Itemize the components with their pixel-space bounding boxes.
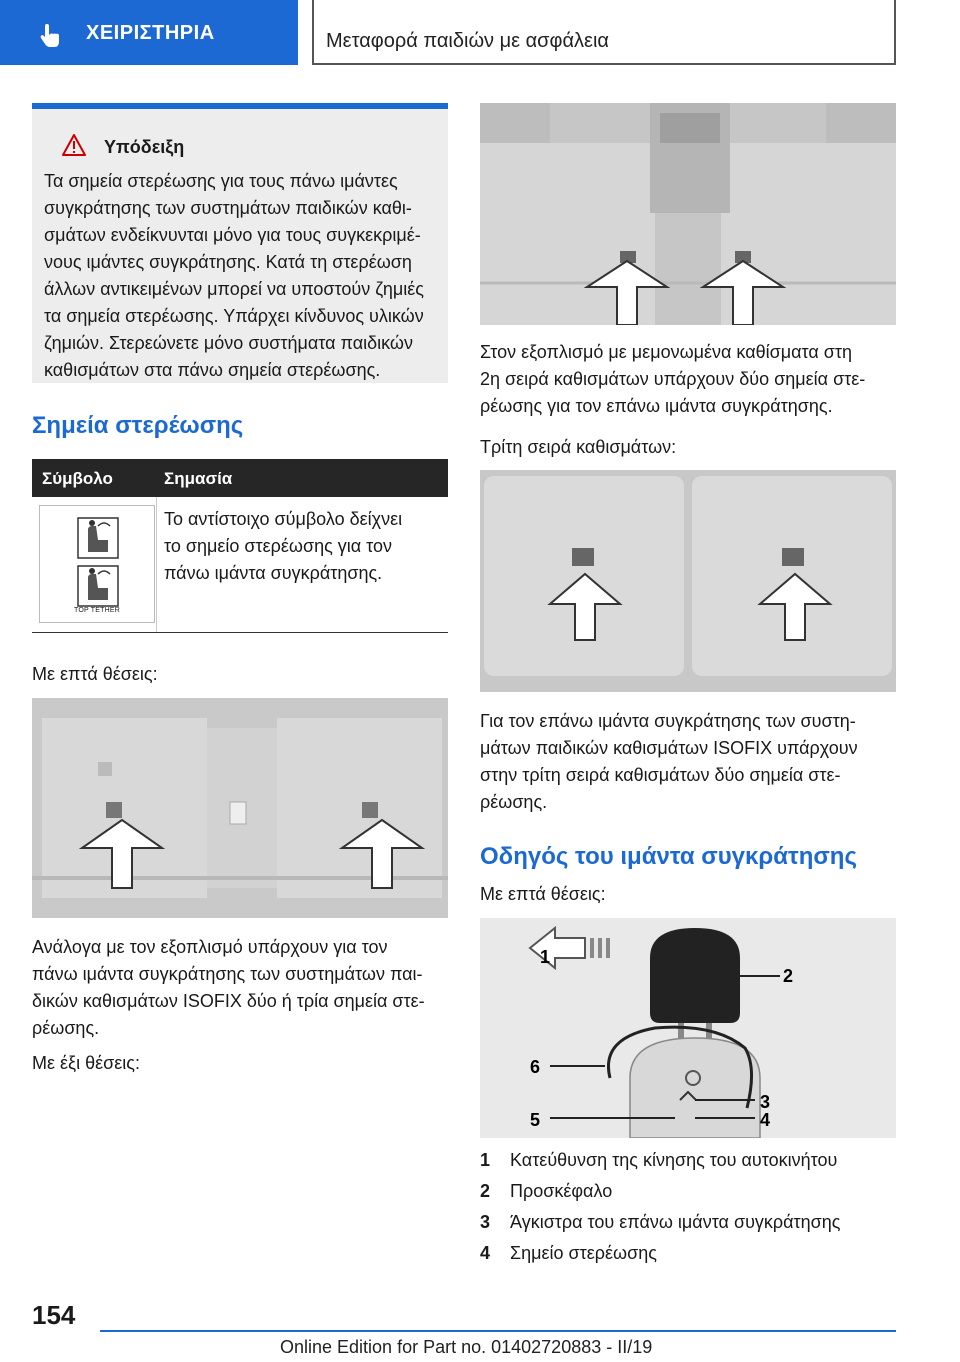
legend-item	[480, 1212, 896, 1243]
notice-line: τα σημεία στερέωσης. Υπάρχει κίνδυνος υλικών	[44, 306, 424, 326]
notice-box	[32, 103, 448, 383]
text-line: ρέωσης για τον επάνω ιμάντα συγκράτησης.	[480, 396, 833, 416]
legend-text: Κατεύθυνση της κίνησης του αυτοκινήτου	[510, 1150, 838, 1170]
legend-text: Άγκιστρα του επάνω ιμάντα συγκράτησης	[510, 1212, 841, 1232]
legend-number: 4	[480, 1243, 491, 1263]
notice-line: καθισμάτων στα πάνω σημεία στερέωσης.	[44, 360, 381, 380]
text-line: Το αντίστοιχο σύμβολο δείχνει	[164, 509, 403, 529]
col-header-symbol: Σύμβολο	[42, 469, 113, 488]
header-divider	[312, 0, 314, 65]
third-row-label: Τρίτη σειρά καθισμάτων:	[480, 437, 677, 457]
notice-line: ζημιών. Στερεώνετε μόνο συστήματα παιδικών	[44, 333, 413, 353]
footer-rule	[100, 1330, 896, 1332]
text-line: ρέωσης.	[32, 1018, 100, 1038]
notice-line: συγκράτησης των συστημάτων παιδικών καθι-	[44, 198, 412, 218]
header-underline	[312, 63, 896, 65]
text-line: Ανάλογα με τον εξοπλισμό υπάρχουν για τον	[32, 937, 388, 957]
section-heading-anchor-points: Σημεία στερέωσης	[32, 412, 244, 439]
warning-icon	[62, 134, 86, 156]
callout-1: 1	[540, 947, 551, 967]
edition-link[interactable]: Online Edition for Part no. 01402720883 - II/19	[280, 1337, 653, 1357]
section-tab[interactable]	[0, 0, 298, 65]
diagram-legend	[480, 1150, 896, 1274]
text-line: πάνω ιμάντα συγκράτησης.	[164, 563, 383, 583]
seven-seats-label: Με επτά θέσεις:	[32, 664, 158, 684]
legend-number: 1	[480, 1150, 491, 1170]
header-right-border	[894, 0, 896, 65]
legend-text: Προσκέφαλο	[510, 1181, 613, 1201]
notice-line: άλλων αντικειμένων μπορεί να υποστούν ζημιές	[44, 279, 424, 299]
top-tether-label: TOP TETHER	[74, 607, 120, 614]
section-label: ΧΕΙΡΙΣΤΗΡΙΑ	[86, 22, 215, 44]
callout-2: 2	[783, 966, 794, 986]
text-line: το σημείο στερέωσης για τον	[164, 536, 393, 556]
text-line: 2η σειρά καθισμάτων υπάρχουν δύο σημεία στε-	[480, 369, 866, 389]
top-tether-symbol	[39, 505, 155, 623]
text-line: στην τρίτη σειρά καθισμάτων δύο σημεία στε-	[480, 765, 841, 785]
notice-line: νους ιμάντες συγκράτησης. Κατά τη στερέωση	[44, 252, 412, 272]
notice-line: Τα σημεία στερέωσης για τους πάνω ιμάντες	[44, 171, 398, 191]
legend-number: 2	[480, 1181, 491, 1201]
child-seat-anchor-icon	[40, 506, 154, 622]
text-line: ρέωσης.	[480, 792, 548, 812]
photo-third-row-seats	[480, 470, 896, 692]
text-line: Στον εξοπλισμό με μεμονωμένα καθίσματα στη	[480, 342, 853, 362]
paragraph-third-row-anchors	[480, 708, 858, 816]
callout-5: 5	[530, 1110, 541, 1130]
seven-seats-label-2: Με επτά θέσεις:	[480, 884, 606, 904]
page-title: Μεταφορά παιδιών με ασφάλεια	[326, 30, 609, 52]
paragraph-individual-seats	[480, 339, 865, 420]
text-line: Για τον επάνω ιμάντα συγκράτησης των συστη-	[480, 711, 856, 731]
text-line: πάνω ιμάντα συγκράτησης των συστημάτων παι-	[32, 964, 423, 984]
notice-title: Υπόδειξη	[104, 137, 185, 157]
notice-line: σμάτων ενδείκνυνται μόνο για τους συγκεκριμέ-	[44, 225, 421, 245]
table-bottom-rule	[32, 632, 448, 633]
six-seats-label: Με έξι θέσεις:	[32, 1053, 140, 1073]
section-heading-tether-guide: Οδηγός του ιμάντα συγκράτησης	[480, 843, 857, 870]
callout-3: 3	[760, 1092, 771, 1112]
hand-pointer-icon	[38, 22, 64, 48]
legend-item	[480, 1181, 896, 1212]
photo-second-row-seats	[480, 103, 896, 325]
legend-item	[480, 1243, 896, 1274]
notice-body	[44, 168, 444, 384]
callout-6: 6	[530, 1057, 541, 1077]
legend-number: 3	[480, 1212, 491, 1232]
page-number: 154	[32, 1300, 76, 1330]
table-header	[32, 459, 448, 497]
text-line: δικών καθισμάτων ISOFIX δύο ή τρία σημεία στε-	[32, 991, 425, 1011]
photo-seven-seat-anchors	[32, 698, 448, 918]
text-line: μάτων παιδικών καθισμάτων ISOFIX υπάρχουν	[480, 738, 858, 758]
table-divider	[156, 497, 157, 633]
legend-text: Σημείο στερέωσης	[510, 1243, 657, 1263]
paragraph-isofix-options	[32, 934, 425, 1042]
table-meaning-text	[164, 506, 444, 587]
legend-item	[480, 1150, 896, 1181]
diagram-tether-guide	[480, 918, 896, 1138]
callout-4: 4	[760, 1110, 771, 1130]
col-header-meaning: Σημασία	[164, 469, 233, 488]
